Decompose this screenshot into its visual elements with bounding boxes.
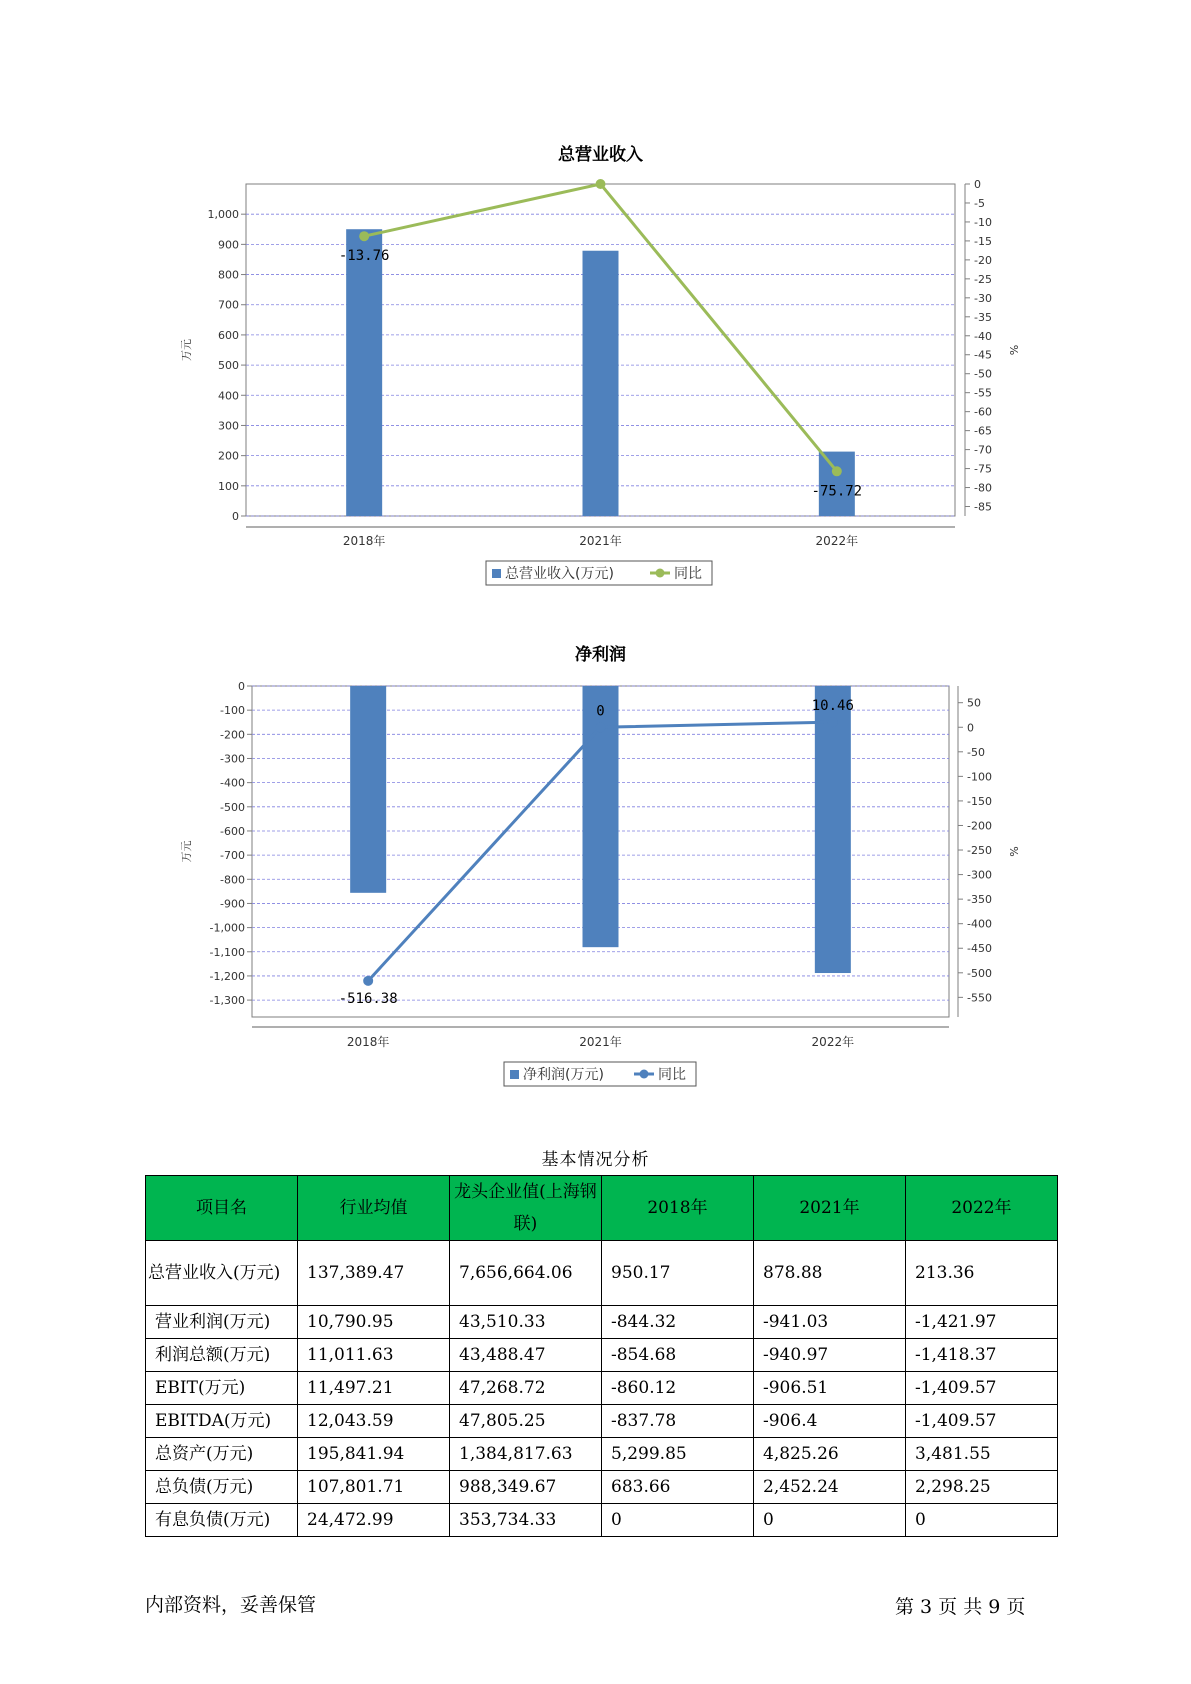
- y2-tick-label: -550: [967, 991, 992, 1005]
- table-row: [146, 1471, 1058, 1504]
- table-cell: -837.78: [602, 1405, 754, 1438]
- table-cell: 总资产(万元): [146, 1438, 298, 1471]
- y-axis-title: 万元: [180, 840, 193, 863]
- y2-tick-label: -50: [974, 367, 992, 381]
- table-cell: -860.12: [602, 1372, 754, 1405]
- chart-title: 总营业收入: [558, 145, 643, 165]
- legend-line-label: 同比: [674, 566, 702, 582]
- y-tick-label: 700: [218, 298, 239, 312]
- table-cell: 营业利润(万元): [146, 1306, 298, 1339]
- table-cell: 0: [906, 1504, 1058, 1537]
- y2-tick-label: -45: [974, 348, 992, 362]
- table-cell: 2,452.24: [754, 1471, 906, 1504]
- table-cell: 950.17: [602, 1241, 754, 1306]
- y2-tick-label: -250: [967, 844, 992, 858]
- table-header-cell: 行业均值: [298, 1176, 450, 1241]
- table-header-row: [146, 1176, 1058, 1241]
- table-cell: -941.03: [754, 1306, 906, 1339]
- y-tick-label: 200: [218, 449, 239, 463]
- y2-tick-label: -15: [974, 234, 992, 248]
- table-cell: 195,841.94: [298, 1438, 450, 1471]
- table-cell: 10,790.95: [298, 1306, 450, 1339]
- x-tick-label: 2021年: [579, 1035, 622, 1049]
- table-cell: 353,734.33: [450, 1504, 602, 1537]
- y-tick-label: -1,000: [209, 921, 245, 935]
- y-tick-label: -800: [220, 873, 245, 887]
- y-tick-label: 500: [218, 359, 239, 373]
- table-row: [146, 1438, 1058, 1471]
- y2-tick-label: 0: [967, 721, 974, 735]
- table-header-cell: 龙头企业值(上海钢联): [450, 1176, 602, 1241]
- table-cell: 7,656,664.06: [450, 1241, 602, 1306]
- bar: [815, 686, 851, 973]
- y-tick-label: 1,000: [207, 208, 239, 222]
- table-cell: 12,043.59: [298, 1405, 450, 1438]
- y2-tick-label: -35: [974, 310, 992, 324]
- y-tick-label: -100: [220, 704, 245, 718]
- y-tick-label: 800: [218, 268, 239, 282]
- y-tick-label: 900: [218, 238, 239, 252]
- data-label: -75.72: [811, 483, 863, 500]
- y2-tick-label: -300: [967, 868, 992, 882]
- y-tick-label: 0: [238, 680, 245, 693]
- y2-tick-label: -60: [974, 405, 992, 419]
- table-header-cell: 2018年: [602, 1176, 754, 1241]
- yoy-point: [363, 976, 373, 986]
- table-row: [146, 1339, 1058, 1372]
- y-tick-label: -600: [220, 824, 245, 838]
- table-header-cell: 2022年: [906, 1176, 1058, 1241]
- y2-tick-label: -350: [967, 893, 992, 907]
- y-tick-label: -200: [220, 728, 245, 742]
- y2-tick-label: -5: [974, 196, 985, 210]
- yoy-point: [828, 717, 838, 727]
- legend-bar-label: 总营业收入(万元): [505, 566, 614, 582]
- data-label: 10.46: [811, 698, 854, 715]
- table-row: [146, 1241, 1058, 1306]
- y2-tick-label: -65: [974, 424, 992, 438]
- table-cell: -940.97: [754, 1339, 906, 1372]
- table-cell: 43,488.47: [450, 1339, 602, 1372]
- table-cell: 5,299.85: [602, 1438, 754, 1471]
- data-label: 0: [596, 703, 605, 720]
- table-cell: 683.66: [602, 1471, 754, 1504]
- table-cell: 43,510.33: [450, 1306, 602, 1339]
- y-tick-label: 100: [218, 479, 239, 493]
- y-tick-label: -300: [220, 752, 245, 766]
- y2-tick-label: -55: [974, 386, 992, 400]
- x-tick-label: 2018年: [342, 534, 386, 548]
- table-cell: 137,389.47: [298, 1241, 450, 1306]
- y-tick-label: 400: [218, 389, 239, 403]
- table-cell: 988,349.67: [450, 1471, 602, 1504]
- y2-tick-label: -30: [974, 291, 992, 305]
- table-cell: 4,825.26: [754, 1438, 906, 1471]
- y2-tick-label: -50: [967, 745, 985, 759]
- table-cell: 3,481.55: [906, 1438, 1058, 1471]
- table-cell: 总营业收入(万元): [146, 1241, 298, 1306]
- table-cell: -906.51: [754, 1372, 906, 1405]
- table-cell: 878.88: [754, 1241, 906, 1306]
- y2-tick-label: -40: [974, 329, 992, 343]
- y2-tick-label: -70: [974, 443, 992, 457]
- table-caption: 基本情况分析: [541, 1150, 650, 1170]
- y2-tick-label: -85: [974, 500, 992, 514]
- x-tick-label: 2021年: [579, 534, 622, 548]
- table-cell: 总负债(万元): [146, 1471, 298, 1504]
- y-tick-label: -1,200: [209, 969, 245, 983]
- data-label: -13.76: [338, 248, 390, 265]
- table-cell: 213.36: [906, 1241, 1058, 1306]
- table-cell: 利润总额(万元): [146, 1339, 298, 1372]
- y2-tick-label: -10: [974, 215, 992, 229]
- table-row: [146, 1405, 1058, 1438]
- y-tick-label: -1,300: [209, 994, 245, 1008]
- table-cell: EBITDA(万元): [146, 1405, 298, 1438]
- table-cell: 2,298.25: [906, 1471, 1058, 1504]
- y2-tick-label: -450: [967, 942, 992, 956]
- x-tick-label: 2018年: [346, 1035, 390, 1049]
- y2-tick-label: -25: [974, 272, 992, 286]
- data-label: -516.38: [338, 990, 398, 1007]
- table-cell: -854.68: [602, 1339, 754, 1372]
- table-cell: -1,409.57: [906, 1372, 1058, 1405]
- y-tick-label: -1,100: [209, 945, 245, 959]
- table-row: [146, 1372, 1058, 1405]
- y2-tick-label: -200: [967, 819, 992, 833]
- legend-line-label: 同比: [658, 1067, 686, 1083]
- y-tick-label: -500: [220, 800, 245, 814]
- table-header-cell: 项目名: [146, 1176, 298, 1241]
- table-cell: 1,384,817.63: [450, 1438, 602, 1471]
- y-axis-title: 万元: [180, 339, 193, 361]
- y2-tick-label: -80: [974, 481, 992, 495]
- y-tick-label: 300: [218, 419, 239, 433]
- table-cell: 0: [602, 1504, 754, 1537]
- basic-analysis-table: [145, 1175, 1058, 1537]
- table-row: [146, 1306, 1058, 1339]
- y2-tick-label: -20: [974, 253, 992, 267]
- y-tick-label: -900: [220, 897, 245, 911]
- bar: [350, 686, 386, 893]
- table-cell: -844.32: [602, 1306, 754, 1339]
- y2-tick-label: 50: [967, 696, 981, 710]
- table-cell: -906.4: [754, 1405, 906, 1438]
- x-tick-label: 2022年: [811, 1035, 855, 1049]
- y2-tick-label: -500: [967, 966, 992, 980]
- table-cell: 11,011.63: [298, 1339, 450, 1372]
- y2-tick-label: -75: [974, 462, 992, 476]
- y2-tick-label: 0: [974, 178, 981, 191]
- table-cell: -1,421.97: [906, 1306, 1058, 1339]
- legend-line-marker: [640, 1070, 649, 1079]
- table-cell: 有息负债(万元): [146, 1504, 298, 1537]
- y-tick-label: 600: [218, 328, 239, 342]
- footer-page-number: 第 3 页 共 9 页: [895, 1596, 1026, 1618]
- x-tick-label: 2022年: [815, 534, 859, 548]
- chart-title: 净利润: [575, 645, 626, 665]
- y-tick-label: -700: [220, 849, 245, 863]
- legend-bar-label: 净利润(万元): [523, 1067, 604, 1083]
- y2-axis-title: %: [1007, 344, 1020, 356]
- table-header-cell: 2021年: [754, 1176, 906, 1241]
- table-row: [146, 1504, 1058, 1537]
- y2-tick-label: -150: [967, 794, 992, 808]
- footer-confidential-note: 内部资料，妥善保管: [145, 1594, 317, 1616]
- table-cell: EBIT(万元): [146, 1372, 298, 1405]
- y-tick-label: 0: [232, 510, 239, 523]
- y2-tick-label: -100: [967, 770, 992, 784]
- legend-bar-swatch: [510, 1070, 519, 1079]
- yoy-point: [596, 722, 606, 732]
- y-tick-label: -400: [220, 776, 245, 790]
- table-cell: -1,409.57: [906, 1405, 1058, 1438]
- y2-axis-title: %: [1007, 846, 1020, 857]
- y2-tick-label: -400: [967, 917, 992, 931]
- table-cell: 11,497.21: [298, 1372, 450, 1405]
- table-cell: 0: [754, 1504, 906, 1537]
- table-cell: 24,472.99: [298, 1504, 450, 1537]
- table-cell: 47,268.72: [450, 1372, 602, 1405]
- table-cell: -1,418.37: [906, 1339, 1058, 1372]
- table-cell: 47,805.25: [450, 1405, 602, 1438]
- table-cell: 107,801.71: [298, 1471, 450, 1504]
